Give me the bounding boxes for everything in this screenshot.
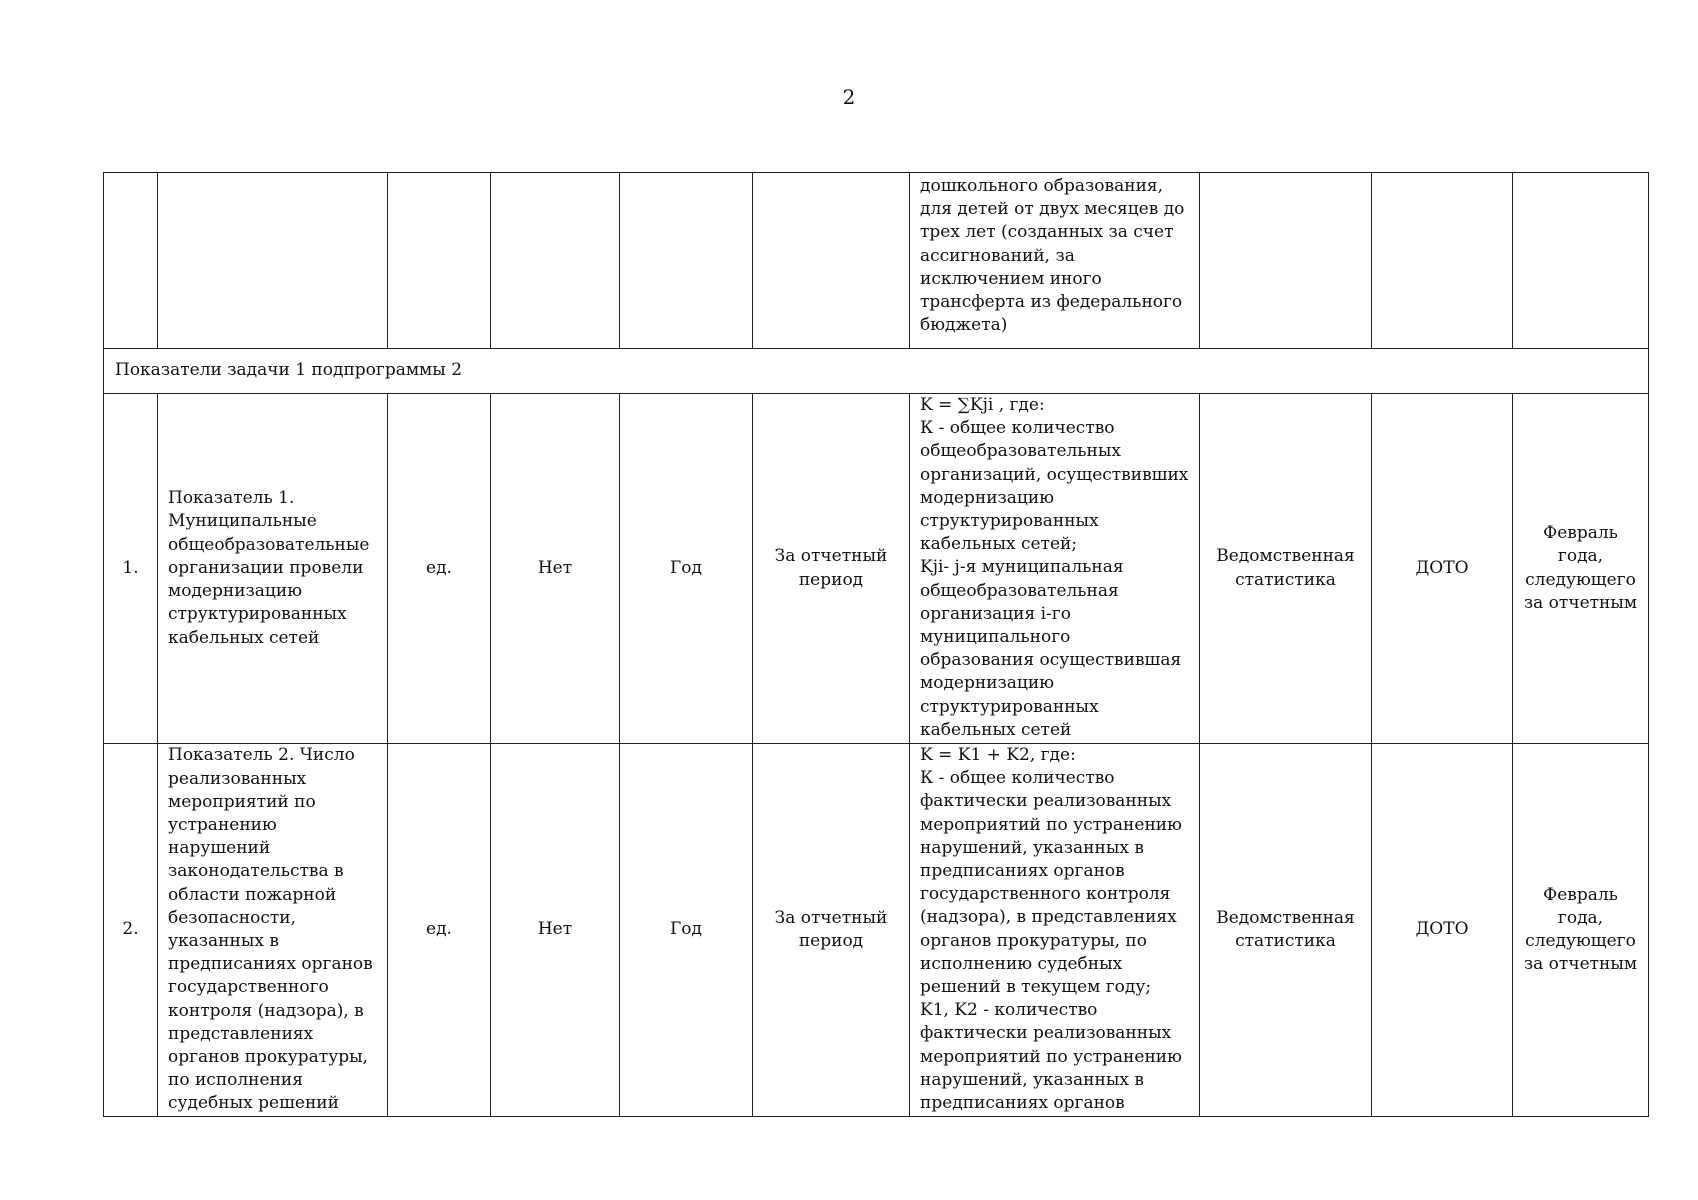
cell-responsible: ДОТО [1372,744,1513,1117]
indicators-table [103,172,1649,1117]
cell-formula [910,744,1200,1117]
cell-indicator-name: Показатель 2. Число реализованных мероприятий по устранению нарушений законодательства в области пожарной безопасности, указанных в предписаниях органов государственного контроля (надзора), в представлениях органов прокуратуры, по исполнения судебных решений [158,744,388,1117]
cell-formula: K = ∑Kji , где: К - общее количество общеобразовательных организаций, осуществивших модернизацию структурированных кабельных сетей; Kji- j-я муниципальная общеобразовательная организация i-го муниципального образования осуществившая модернизацию структурированных кабельных сетей [910,394,1200,744]
cell-frequency: Год [620,744,753,1117]
cell-formula: дошкольного образования, для детей от двух месяцев до трех лет (созданных за счет ассигнований, за исключением иного трансферта из федерального бюджета) [910,173,1200,349]
table-row [104,744,1649,1117]
cell-empty [1513,173,1649,349]
cell-number: 1. [104,394,158,744]
cell-deadline: Февраль года, следующего за отчетным [1513,394,1649,744]
cell-indicator-name: Показатель 1. Муниципальные общеобразовательные организации провели модернизацию структурированных кабельных сетей [158,394,388,744]
formula-text: K = K1 + K2, где: К - общее количество фактически реализованных мероприятий по устранению нарушений, указанных в предписаниях органов государственного контроля (надзора), в представлениях органов прокуратуры, по исполнению судебных решений в текущем году; K1, K2 - количество фактически реализованных мероприятий по устранению нарушений, указанных в предписаниях органов [920,745,1182,1114]
cell-characteristic: Нет [491,394,620,744]
cell-empty [1372,173,1513,349]
page-number: 2 [842,85,856,109]
cell-responsible: ДОТО [1372,394,1513,744]
cell-empty [104,173,158,349]
cell-period: За отчетный период [753,394,910,744]
cell-unit: ед. [388,394,491,744]
cell-unit: ед. [388,744,491,1117]
cell-empty [158,173,388,349]
cell-deadline: Февраль года, следующего за отчетным [1513,744,1649,1117]
section-row [104,349,1649,394]
section-title: Показатели задачи 1 подпрограммы 2 [104,349,1649,394]
table-row [104,394,1649,744]
cell-empty [753,173,910,349]
cell-period: За отчетный период [753,744,910,1117]
cell-empty [620,173,753,349]
cell-empty [388,173,491,349]
cell-empty [491,173,620,349]
cell-source: Ведомственная статистика [1200,394,1372,744]
cell-source: Ведомственная статистика [1200,744,1372,1117]
cell-characteristic: Нет [491,744,620,1117]
cell-number: 2. [104,744,158,1117]
cell-empty [1200,173,1372,349]
continuation-row [104,173,1649,349]
cell-frequency: Год [620,394,753,744]
